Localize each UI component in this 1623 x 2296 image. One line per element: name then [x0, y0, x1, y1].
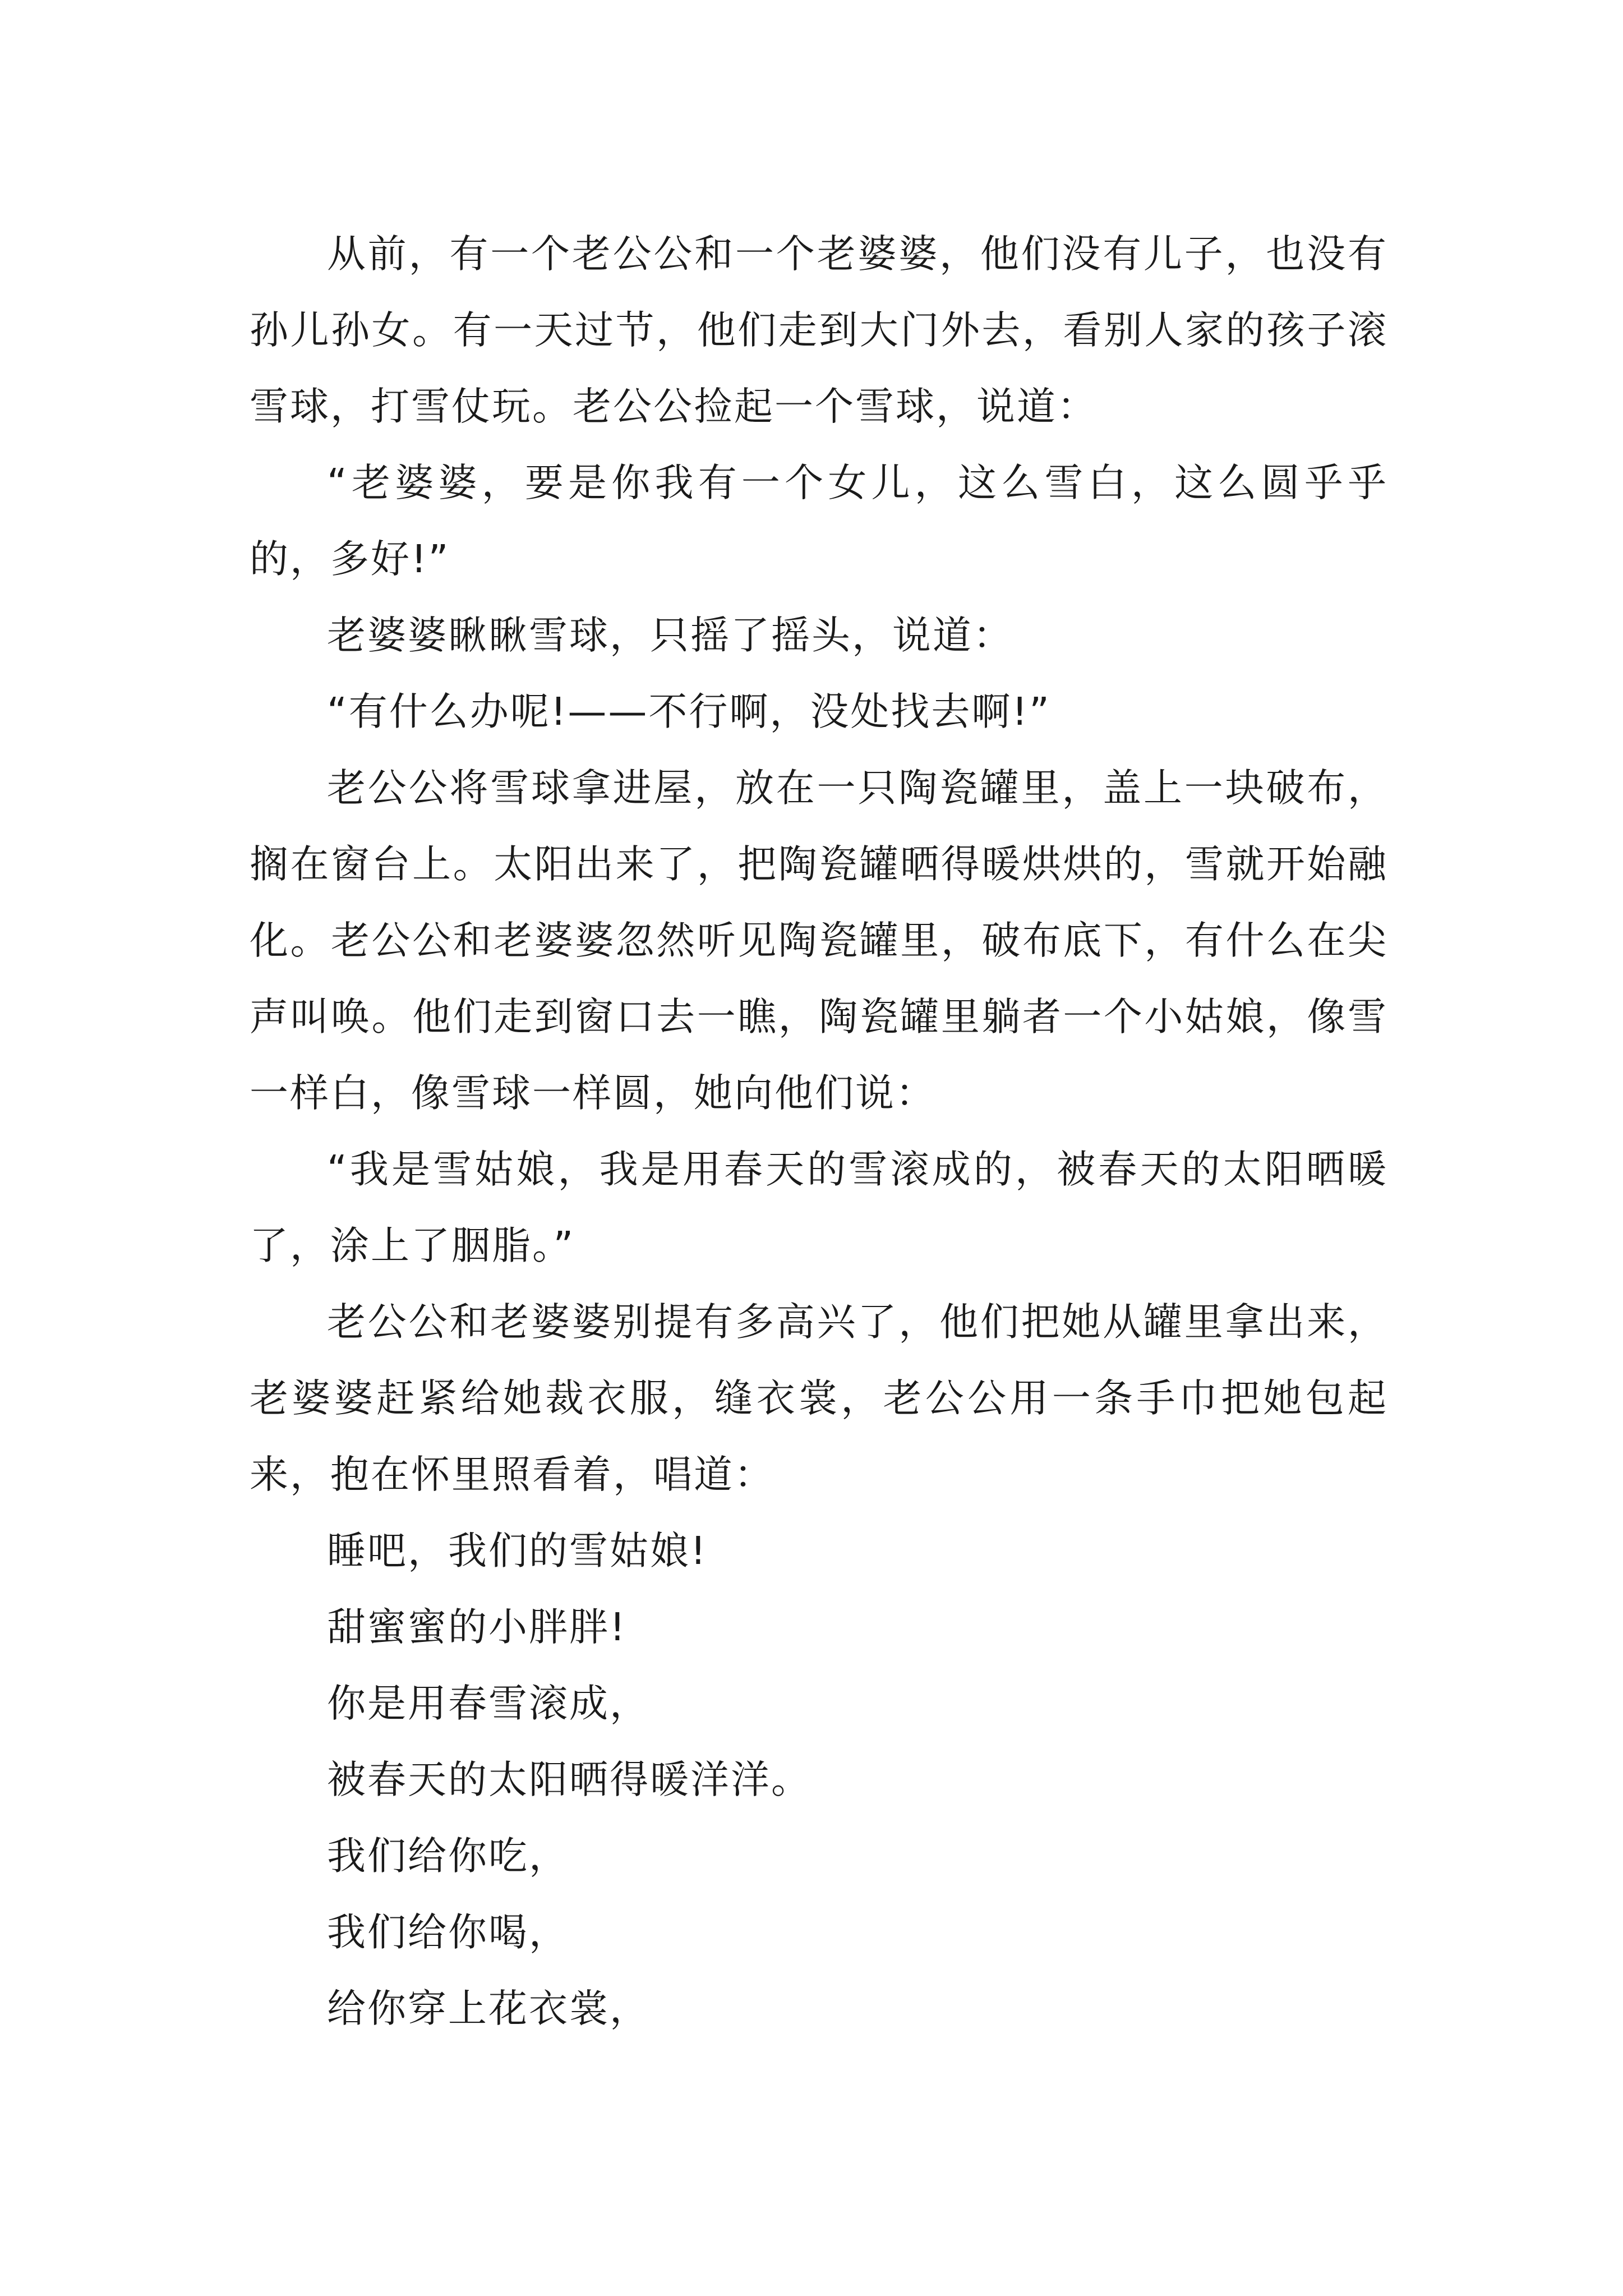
paragraph: 从前，有一个老公公和一个老婆婆，他们没有儿子，也没有孙儿孙女。有一天过节，他们走到大门外去，看别人家的孩子滚雪球，打雪仗玩。老公公捡起一个雪球，说道： [250, 232, 1388, 429]
paragraph: “我是雪姑娘，我是用春天的雪滚成的，被春天的太阳晒暖了，涂上了胭脂。” [250, 1147, 1388, 1268]
paragraph: “有什么办呢!——不行啊，没处找去啊!” [327, 689, 1051, 734]
song-line: 你是用春雪滚成， [327, 1681, 650, 1726]
song-line: 睡吧，我们的雪姑娘! [327, 1529, 708, 1573]
story-text [250, 216, 1388, 2047]
paragraph: “老婆婆，要是你我有一个女儿，这么雪白，这么圆乎乎的，多好!” [250, 461, 1388, 582]
paragraph: 老公公和老婆婆别提有多高兴了，他们把她从罐里拿出来，老婆婆赶紧给她裁衣服，缝衣裳，老公公用一条手巾把她包起来，抱在怀里照看着，唱道： [250, 1300, 1388, 1497]
song-line: 甜蜜蜜的小胖胖! [327, 1605, 627, 1650]
song-line: 给你穿上花衣裳， [327, 1986, 650, 2031]
paragraph: 老婆婆瞅瞅雪球，只摇了摇头，说道： [327, 613, 1013, 658]
song-line: 我们给你吃， [327, 1834, 569, 1879]
song-line: 被春天的太阳晒得暖洋洋。 [327, 1757, 811, 1802]
song-line: 我们给你喝， [327, 1910, 569, 1955]
paragraph: 老公公将雪球拿进屋，放在一只陶瓷罐里，盖上一块破布，搁在窗台上。太阳出来了，把陶瓷罐晒得暖烘烘的，雪就开始融化。老公公和老婆婆忽然听见陶瓷罐里，破布底下，有什么在尖声叫唤。他们走到窗口去一瞧，陶瓷罐里躺者一个小姑娘，像雪一样白，像雪球一样圆，她向他们说： [250, 766, 1388, 1116]
